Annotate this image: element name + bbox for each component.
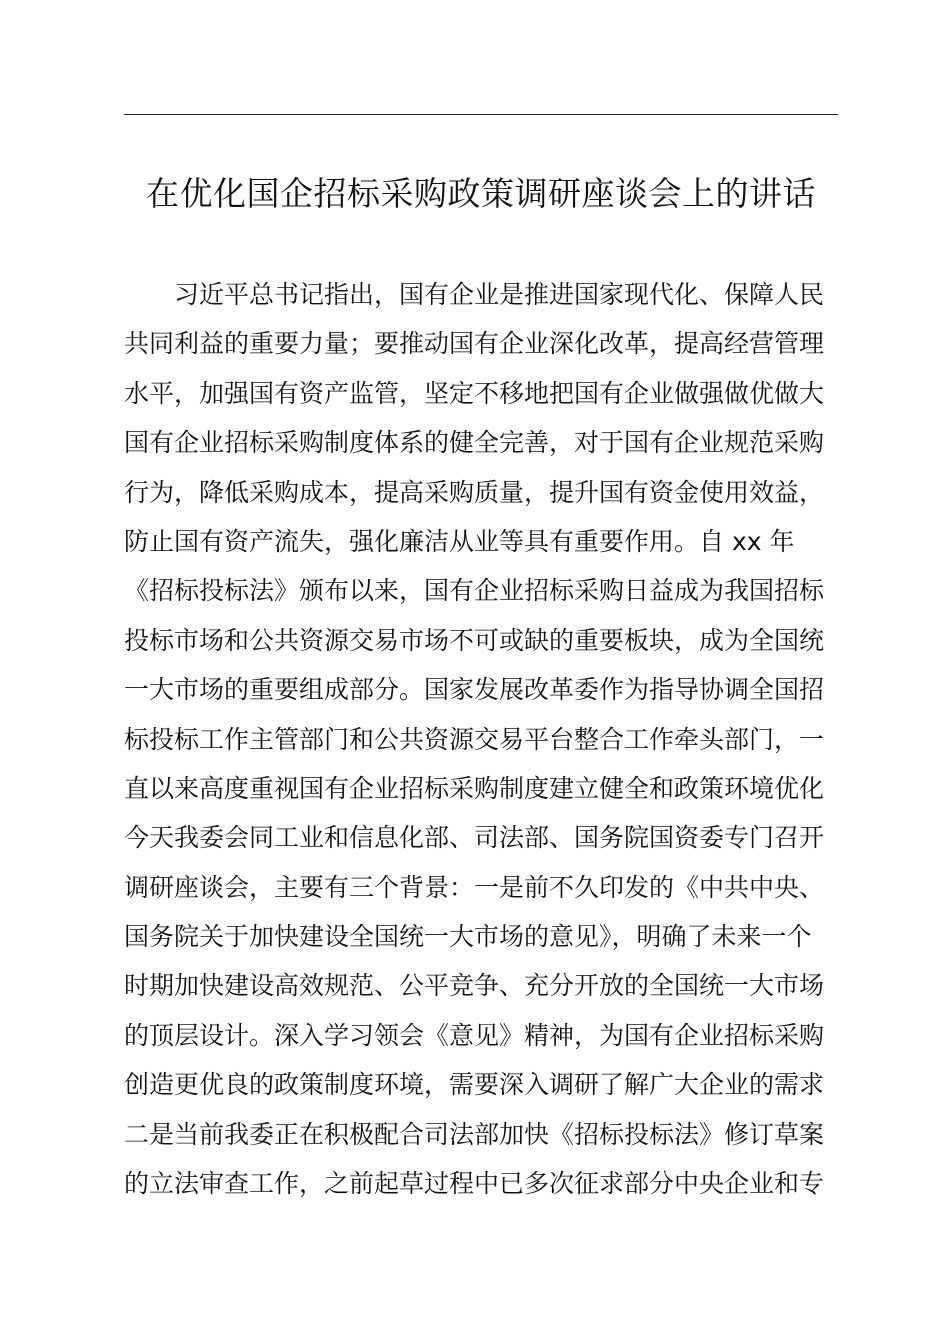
text-line: 行为，降低采购成本，提高采购质量，提升国有资金使用效益，	[124, 477, 825, 507]
text-line: 时期加快建设高效规范、公平竞争、充分开放的全国统一大市场	[124, 971, 825, 1001]
text-line: 国务院关于加快建设全国统一大市场的意见》，明确了未来一个	[124, 922, 812, 952]
text-line: 防止国有资产流失，强化廉洁从业等具有重要作用。自 xx 年	[124, 526, 795, 556]
text-line: 创造更优良的政策制度环境，需要深入调研了解广大企业的需求	[124, 1070, 825, 1100]
text-line: 标投标工作主管部门和公共资源交易平台整合工作牵头部门，一	[124, 724, 825, 754]
text-line: 投标市场和公共资源交易市场不可或缺的重要板块，成为全国统	[124, 625, 825, 655]
body-paragraph	[124, 270, 838, 1208]
text-line: 习近平总书记指出，国有企业是推进国家现代化、保障人民	[174, 280, 825, 309]
text-line: 水平，加强国有资产监管，坚定不移地把国有企业做强做优做大	[124, 378, 825, 408]
text-line: 二是当前我委正在积极配合司法部加快《招标投标法》修订草案	[124, 1119, 825, 1149]
text-line: 直以来高度重视国有企业招标采购制度建立健全和政策环境优化	[124, 773, 825, 803]
text-line: 的立法审查工作，之前起草过程中已多次征求部分中央企业和专	[124, 1169, 825, 1199]
text-line: 调研座谈会，主要有三个背景：一是前不久印发的《中共中央、	[124, 872, 825, 902]
text-line: 共同利益的重要力量；要推动国有企业深化改革，提高经营管理	[124, 329, 825, 359]
header-rule	[124, 114, 838, 115]
text-line: 今天我委会同工业和信息化部、司法部、国务院国资委专门召开	[124, 823, 825, 853]
text-line: 的顶层设计。深入学习领会《意见》精神，为国有企业招标采购	[124, 1020, 825, 1050]
document-title: 在优化国企招标采购政策调研座谈会上的讲话	[146, 174, 816, 213]
text-line: 《招标投标法》颁布以来，国有企业招标采购日益成为我国招标	[124, 576, 825, 606]
text-line: 国有企业招标采购制度体系的健全完善，对于国有企业规范采购	[124, 428, 825, 458]
text-line: 一大市场的重要组成部分。国家发展改革委作为指导协调全国招	[124, 675, 825, 705]
